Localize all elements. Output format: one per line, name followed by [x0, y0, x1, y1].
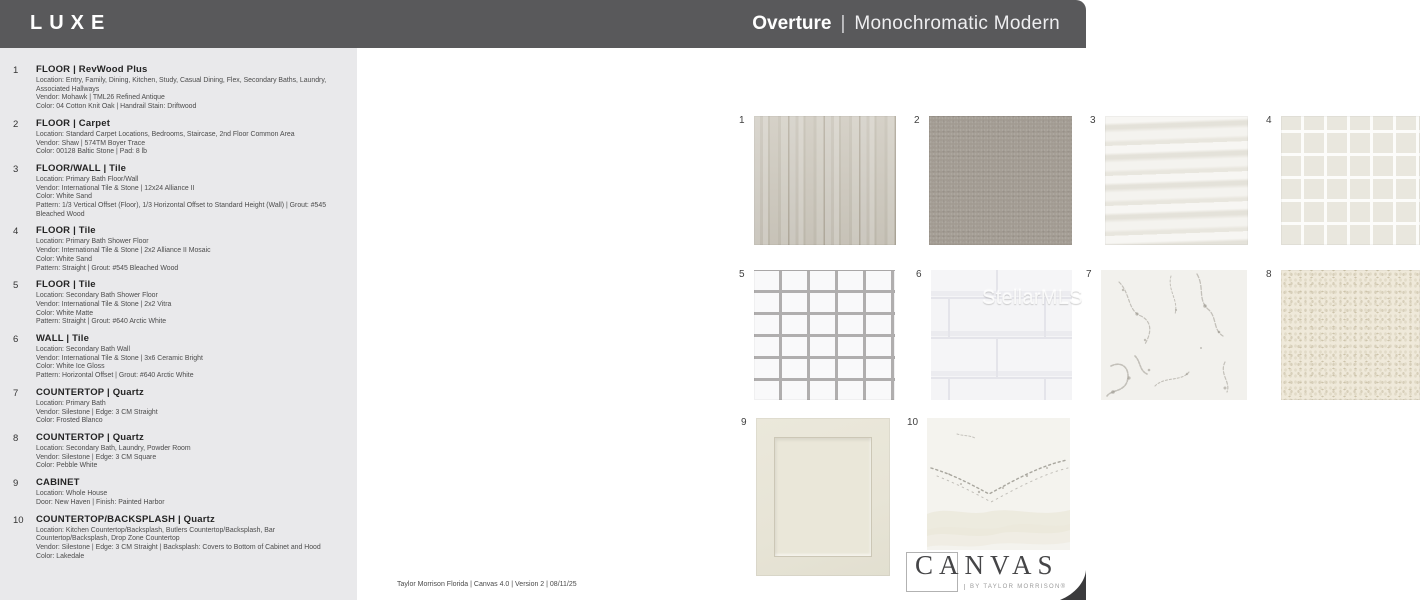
spec-details: [36, 77, 347, 112]
spec-detail-line: Pattern: Horizontal Offset | Grout: #640 Arctic White: [36, 372, 194, 380]
swatch-image: [927, 418, 1070, 550]
spec-detail-line: Color: White Matte: [36, 309, 94, 317]
spec-body: [36, 477, 347, 507]
spec-title: CABINET: [36, 477, 80, 489]
spec-detail-line: Color: 04 Cotton Knit Oak | Handrail Stain: Driftwood: [36, 103, 197, 111]
spec-body: [36, 387, 347, 426]
spec-panel: [0, 48, 357, 600]
spec-detail-line: Color: 00128 Baltic Stone | Pad: 8 lb: [36, 148, 147, 156]
spec-number: 5: [13, 280, 19, 292]
spec-title: FLOOR | Carpet: [36, 117, 111, 129]
alliance-mosaic-swatch: [1266, 115, 1420, 245]
style-name: Monochromatic Modern: [854, 13, 1060, 34]
spec-detail-line: Location: Standard Carpet Locations, Bedrooms, Staircase, 2nd Floor Common Area: [36, 130, 295, 138]
spec-list: [13, 64, 347, 567]
spec-number: 6: [13, 334, 19, 346]
spec-details: [36, 400, 347, 426]
spec-item: [13, 432, 347, 471]
brand-logo: LUXE: [30, 12, 112, 34]
swatch-image: [1281, 270, 1420, 400]
swatch-image: [1101, 270, 1247, 400]
swatch-number: 3: [1090, 115, 1096, 126]
spec-detail-line: Color: White Sand: [36, 255, 92, 263]
spec-details: [36, 176, 347, 220]
spec-detail-line: Location: Primary Bath: [36, 399, 106, 407]
carpet-swatch: [914, 115, 1072, 245]
spec-detail-line: Vendor: Silestone | Edge: 3 CM Straight: [36, 408, 158, 416]
spec-title: COUNTERTOP/BACKSPLASH | Quartz: [36, 513, 215, 525]
spec-title: WALL | Tile: [36, 333, 90, 345]
spec-body: [36, 432, 347, 471]
spec-detail-line: Pattern: 1/3 Vertical Offset (Floor), 1/3 Horizontal Offset to Standard Height (Wall) | Grout: #545 Bleached Wood: [36, 202, 327, 218]
spec-details: [36, 527, 347, 562]
spec-detail-line: Vendor: Silestone | Edge: 3 CM Square: [36, 453, 157, 461]
spec-number: 9: [13, 478, 19, 490]
spec-body: [36, 118, 347, 157]
spec-detail-line: Vendor: Shaw | 574TM Boyer Trace: [36, 139, 146, 147]
spec-detail-line: Vendor: International Tile & Stone | 2x2 Vitra: [36, 300, 172, 308]
spec-title: FLOOR | RevWood Plus: [36, 64, 148, 75]
spec-detail-line: Vendor: Mohawk | TML26 Refined Antique: [36, 94, 165, 102]
spec-detail-line: Door: New Haven | Finish: Painted Harbor: [36, 498, 165, 506]
swatch-number: 10: [907, 417, 919, 428]
spec-detail-line: Color: Lakedale: [36, 552, 85, 560]
spec-title: FLOOR/WALL | Tile: [36, 162, 127, 174]
revwood-plank-swatch: [739, 115, 896, 245]
swatch-image: [929, 116, 1072, 245]
spec-number: 3: [13, 163, 19, 175]
swatch-number: 8: [1266, 269, 1272, 280]
spec-detail-line: Vendor: Silestone | Edge: 3 CM Straight | Backsplash: Covers to Bottom of Cabinet and Hood: [36, 543, 321, 551]
spec-number: 2: [13, 118, 19, 130]
spec-detail-line: Location: Primary Bath Shower Floor: [36, 238, 149, 246]
swatch-image: [754, 116, 896, 245]
collection-name: Overture: [752, 13, 832, 34]
spec-detail-line: Vendor: International Tile & Stone | 12x24 Alliance II: [36, 184, 195, 192]
swatch-image: [1281, 116, 1420, 245]
alliance-tile-swatch: [1090, 115, 1248, 245]
header-bar: [0, 0, 1086, 48]
spec-detail-line: Location: Kitchen Countertop/Backsplash, Butlers Countertop/Backsplash, Bar Countertop/Backsplash, Drop Zone Countertop: [36, 526, 276, 543]
swatch-number: 4: [1266, 115, 1272, 126]
spec-item: [13, 279, 347, 327]
spec-details: [36, 490, 347, 507]
swatch-number: 6: [916, 269, 922, 280]
spec-detail-line: Color: White Ice Gloss: [36, 363, 105, 371]
canvas-logo: [904, 549, 1070, 595]
title-divider: |: [840, 13, 846, 34]
cabinet-door-panel: [774, 437, 872, 557]
spec-detail-line: Location: Entry, Family, Dining, Kitchen, Study, Casual Dining, Flex, Secondary Baths, Laundry, Associated Hallways: [36, 77, 327, 93]
spec-detail-line: Color: Frosted Blanco: [36, 417, 103, 425]
spec-number: 1: [13, 65, 19, 76]
spec-detail-line: Color: Pebble White: [36, 462, 98, 470]
spec-item: [13, 118, 347, 157]
swatch-number: 7: [1086, 269, 1092, 280]
spec-number: 7: [13, 387, 19, 399]
spec-item: [13, 387, 347, 426]
collection-title: [752, 13, 1060, 35]
watermark-swoosh-icon: [1060, 570, 1086, 600]
spec-detail-line: Location: Secondary Bath Shower Floor: [36, 292, 158, 300]
frosted-blanco-quartz-swatch: [1086, 269, 1247, 400]
spec-item: [13, 163, 347, 220]
mls-watermark: StellarMLS: [982, 287, 1083, 309]
spec-detail-line: Location: Secondary Bath Wall: [36, 346, 130, 354]
spec-detail-line: Location: Whole House: [36, 490, 108, 498]
swatch-image: [754, 270, 895, 400]
spec-number: 4: [13, 226, 19, 238]
spec-item: [13, 514, 347, 562]
vitra-mosaic-swatch: [739, 269, 895, 400]
spec-detail-line: Pattern: Straight | Grout: #545 Bleached Wood: [36, 264, 179, 272]
swatch-number: 9: [741, 417, 747, 428]
swatch-image: [756, 418, 890, 576]
swatch-number: 5: [739, 269, 745, 280]
spec-item: [13, 64, 347, 112]
spec-detail-line: Color: White Sand: [36, 193, 92, 201]
swatch-board: [357, 48, 1272, 600]
spec-number: 8: [13, 432, 19, 444]
spec-title: FLOOR | Tile: [36, 279, 96, 291]
spec-item: [13, 477, 347, 507]
spec-detail-line: Vendor: International Tile & Stone | 2x2 Alliance II Mosaic: [36, 247, 211, 255]
spec-number: 10: [13, 514, 24, 526]
cabinet-door-swatch: [741, 417, 890, 576]
spec-detail-line: Location: Primary Bath Floor/Wall: [36, 175, 139, 183]
spec-details: [36, 292, 347, 327]
spec-body: [36, 163, 347, 220]
spec-body: [36, 333, 347, 381]
spec-body: [36, 225, 347, 273]
spec-details: [36, 445, 347, 471]
spec-body: [36, 64, 347, 112]
pebble-white-quartz-swatch: [1266, 269, 1420, 400]
spec-body: [36, 514, 347, 562]
spec-details: [36, 346, 347, 381]
swatch-number: 2: [914, 115, 920, 126]
spec-body: [36, 279, 347, 327]
spec-details: [36, 238, 347, 273]
spec-item: [13, 333, 347, 381]
spec-detail-line: Pattern: Straight | Grout: #640 Arctic White: [36, 318, 167, 326]
spec-detail-line: Vendor: International Tile & Stone | 3x6 Ceramic Bright: [36, 354, 203, 362]
lakedale-quartz-swatch: [907, 417, 1070, 550]
spec-detail-line: Location: Secondary Bath, Laundry, Powder Room: [36, 444, 191, 452]
footer-version-text: Taylor Morrison Florida | Canvas 4.0 | Version 2 | 08/11/25: [397, 581, 577, 588]
swatch-number: 1: [739, 115, 745, 126]
canvas-logo-wordmark: CANVAS: [915, 550, 1059, 580]
spec-details: [36, 131, 347, 157]
spec-title: COUNTERTOP | Quartz: [36, 431, 144, 443]
spec-item: [13, 225, 347, 273]
canvas-logo-tagline: BY TAYLOR MORRISON®: [964, 584, 1066, 590]
spec-title: FLOOR | Tile: [36, 225, 96, 237]
spec-title: COUNTERTOP | Quartz: [36, 386, 144, 398]
swatch-image: [1105, 116, 1248, 245]
